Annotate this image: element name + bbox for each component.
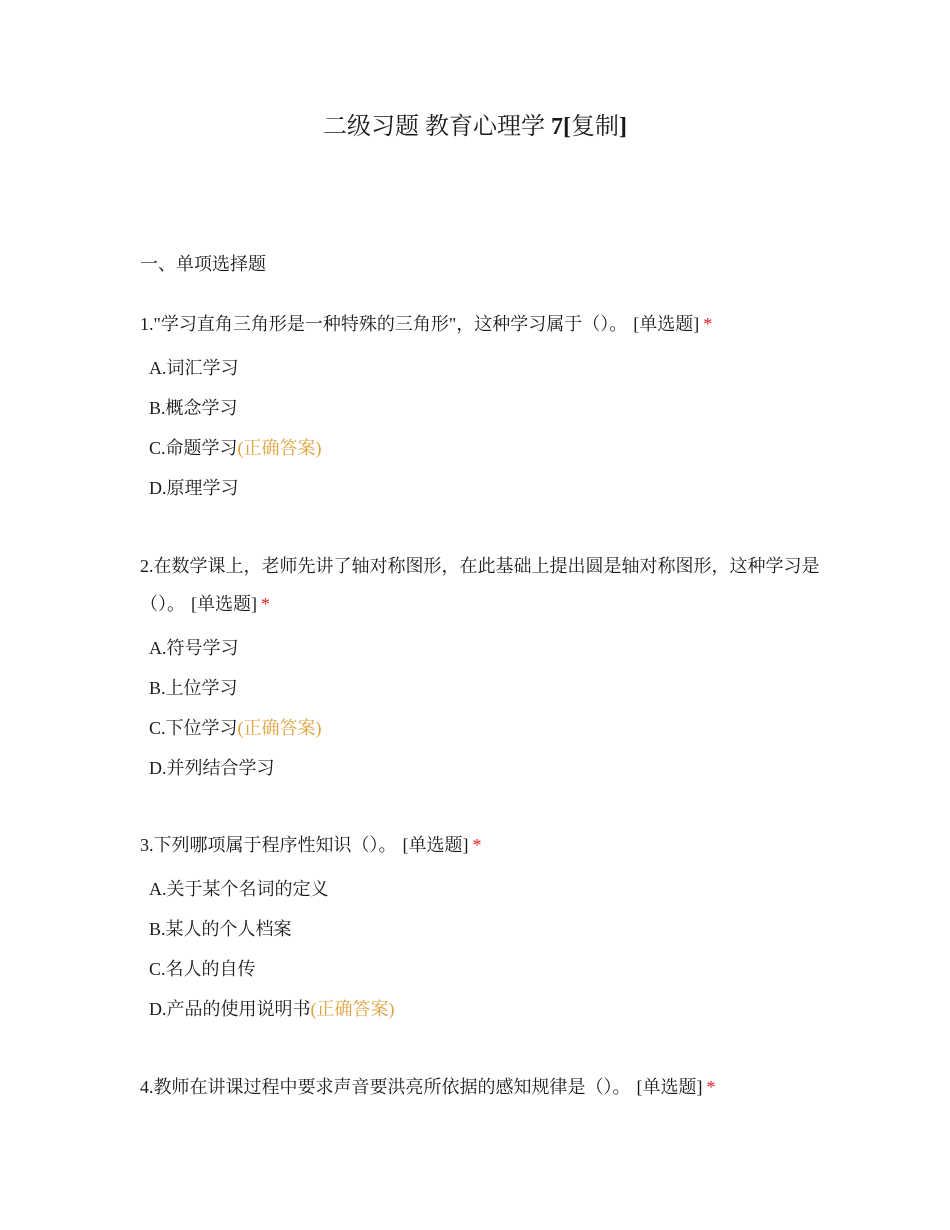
page-title: [0, 112, 950, 142]
option-label: D.原理学习: [149, 478, 239, 498]
option-label: C.下位学习: [149, 718, 238, 738]
option-label: A.词汇学习: [149, 358, 239, 378]
question-4: [140, 1068, 820, 1106]
question-text: 1."学习直角三角形是一种特殊的三角形"，这种学习属于（）。: [140, 314, 628, 334]
question-type: [单选题]: [633, 314, 700, 334]
title-copy: 复制: [571, 114, 619, 140]
option-d[interactable]: [149, 748, 820, 788]
option-c[interactable]: [149, 708, 820, 748]
correct-answer-tag: (正确答案): [310, 999, 395, 1019]
correct-answer-tag: (正确答案): [237, 438, 322, 458]
question-type: [单选题]: [636, 1077, 703, 1097]
required-mark: *: [472, 835, 482, 855]
option-label: B.概念学习: [149, 398, 238, 418]
correct-answer-tag: (正确答案): [237, 718, 322, 738]
question-type: [单选题]: [402, 835, 469, 855]
question-2: [140, 547, 820, 788]
option-label: D.产品的使用说明书: [149, 999, 311, 1019]
option-a[interactable]: [149, 348, 820, 388]
option-label: A.符号学习: [149, 638, 239, 658]
question-stem: [140, 547, 820, 623]
question-text: 3.下列哪项属于程序性知识（）。: [140, 835, 397, 855]
option-b[interactable]: [149, 388, 820, 428]
option-label: B.某人的个人档案: [149, 919, 292, 939]
option-d[interactable]: [149, 989, 820, 1029]
required-mark: *: [706, 1077, 716, 1097]
question-3: [140, 826, 820, 1029]
option-label: D.并列结合学习: [149, 758, 275, 778]
option-label: B.上位学习: [149, 678, 238, 698]
option-c[interactable]: [149, 949, 820, 989]
option-d[interactable]: [149, 468, 820, 508]
question-text: 2.在数学课上，老师先讲了轴对称图形，在此基础上提出圆是轴对称图形，这种学习是（）。: [140, 556, 820, 614]
option-list: [149, 869, 820, 1029]
question-1: [140, 305, 820, 508]
title-close-bracket: ]: [619, 114, 627, 140]
option-label: C.名人的自传: [149, 959, 256, 979]
question-stem: [140, 826, 820, 864]
option-a[interactable]: [149, 628, 820, 668]
option-label: A.关于某个名词的定义: [149, 879, 329, 899]
option-label: C.命题学习: [149, 438, 238, 458]
required-mark: *: [703, 314, 713, 334]
option-b[interactable]: [149, 909, 820, 949]
question-stem: [140, 1068, 820, 1106]
section-heading: 一、单项选择题: [140, 254, 266, 274]
title-number: 7[: [551, 114, 571, 140]
title-main: 二级习题 教育心理学: [323, 114, 551, 140]
question-text: 4.教师在讲课过程中要求声音要洪亮所依据的感知规律是（）。: [140, 1077, 631, 1097]
required-mark: *: [261, 594, 270, 614]
option-c[interactable]: [149, 428, 820, 468]
option-a[interactable]: [149, 869, 820, 909]
question-type: [单选题]: [191, 594, 257, 614]
option-list: [149, 628, 820, 788]
question-stem: [140, 305, 820, 343]
option-b[interactable]: [149, 668, 820, 708]
option-list: [149, 348, 820, 508]
